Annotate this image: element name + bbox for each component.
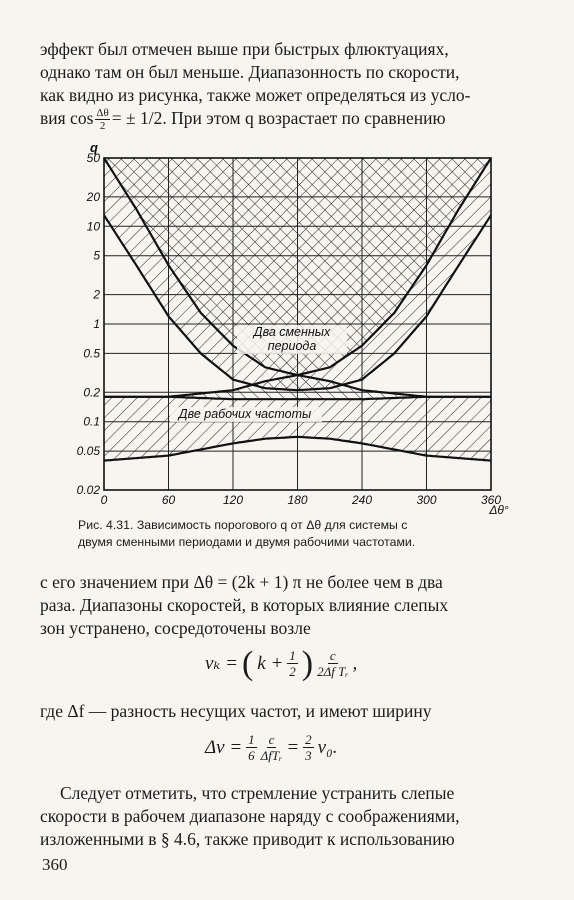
text-line: как видно из рисунка, также может определяться из усло- — [40, 85, 471, 105]
caption-line: двумя сменными периодами и двумя рабочими частотами. — [78, 535, 416, 549]
figure-caption — [78, 517, 508, 551]
fraction-numerator: c — [329, 648, 336, 663]
text-line: изложенными в § 4.6, также приводит к использованию — [40, 829, 455, 849]
fraction-numerator: c — [268, 732, 275, 747]
fraction-denominator: 6 — [248, 748, 255, 763]
fraction-numerator: 1 — [289, 648, 296, 663]
right-paren: ) — [301, 644, 314, 682]
formula-term: k + — [257, 652, 284, 674]
y-tick-label: 50 — [86, 151, 100, 165]
y-tick-label: 0.05 — [76, 444, 100, 459]
text-fragment: вия cos — [40, 108, 94, 128]
fraction-denominator: ΔfTᵣ — [260, 748, 283, 763]
annotation-frequencies: Две рабочих частоты — [178, 407, 312, 421]
formula-vk — [205, 644, 358, 682]
formula-lhs: vₖ = — [205, 653, 238, 674]
annotation-periods-line1: Два сменных — [253, 325, 331, 339]
text-line: раза. Диапазоны скоростей, в которых влияние слепых — [40, 595, 449, 615]
x-tick-label: 240 — [351, 493, 373, 507]
fraction — [246, 732, 257, 763]
text-line: скорости в рабочем диапазоне наряду с соображениями, — [40, 806, 460, 826]
fraction-numerator: Δθ — [96, 107, 109, 120]
fraction-denominator: 2 — [289, 664, 296, 679]
formula-tail: , — [352, 652, 358, 674]
fraction — [287, 648, 298, 679]
formula-dv — [205, 732, 337, 763]
y-axis-title: q — [90, 140, 98, 155]
page-number: 360 — [42, 855, 68, 874]
fraction — [303, 732, 314, 763]
fraction-numerator: 1 — [248, 732, 255, 747]
text-line: эффект был отмечен выше при быстрых флюктуациях, — [40, 39, 449, 59]
caption-line: Рис. 4.31. Зависимость порогового q от Δθ для системы с — [78, 518, 408, 532]
y-tick-label: 5 — [93, 248, 100, 263]
x-tick-label: 180 — [287, 493, 308, 507]
y-tick-label: 0.1 — [83, 414, 100, 429]
text-fragment: = ± 1/2. При этом q возрастает по сравнению — [111, 108, 446, 128]
fraction-numerator: 2 — [305, 732, 312, 747]
y-tick-label: 0.5 — [83, 346, 100, 361]
bottom-paragraph — [40, 782, 530, 851]
x-axis-title: Δθ° — [489, 503, 509, 517]
fraction-denominator: 2 — [99, 120, 106, 133]
x-tick-label: 0 — [100, 493, 108, 507]
y-tick-label: 0.02 — [76, 483, 100, 497]
x-tick-label: 120 — [222, 493, 244, 507]
text-line: Следует отметить, что стремление устранить слепые — [60, 783, 455, 803]
y-tick-label: 0.2 — [83, 385, 100, 400]
y-tick-label: 10 — [86, 219, 100, 234]
x-tick-label: 300 — [416, 493, 437, 507]
y-tick-label: 2 — [93, 287, 100, 302]
annotation-periods-line2: периода — [267, 339, 317, 353]
where-line: где Δf — разность несущих частот, и имеют ширину — [40, 701, 432, 721]
formula-lhs: Δv = — [205, 736, 243, 758]
y-tick-label: 1 — [93, 317, 100, 331]
formula-tail: v₀. — [317, 736, 338, 758]
left-paren: ( — [241, 644, 254, 682]
y-tick-label: 20 — [86, 189, 100, 204]
formula-eq: = — [286, 736, 300, 758]
middle-paragraph — [40, 571, 530, 640]
fraction-denominator: 2Δf Tᵣ — [317, 664, 349, 679]
x-tick-label: 360 — [480, 493, 502, 507]
fraction — [317, 648, 348, 679]
text-line: однако там он был меньше. Диапазонность по скорости, — [40, 62, 460, 82]
fraction — [261, 732, 283, 763]
text-line: с его значением при Δθ = (2k + 1) π не более чем в два — [40, 572, 443, 592]
text-line: зон устранено, сосредоточены возле — [40, 618, 311, 638]
fraction-denominator: 3 — [305, 748, 312, 763]
x-tick-label: 60 — [161, 493, 176, 507]
